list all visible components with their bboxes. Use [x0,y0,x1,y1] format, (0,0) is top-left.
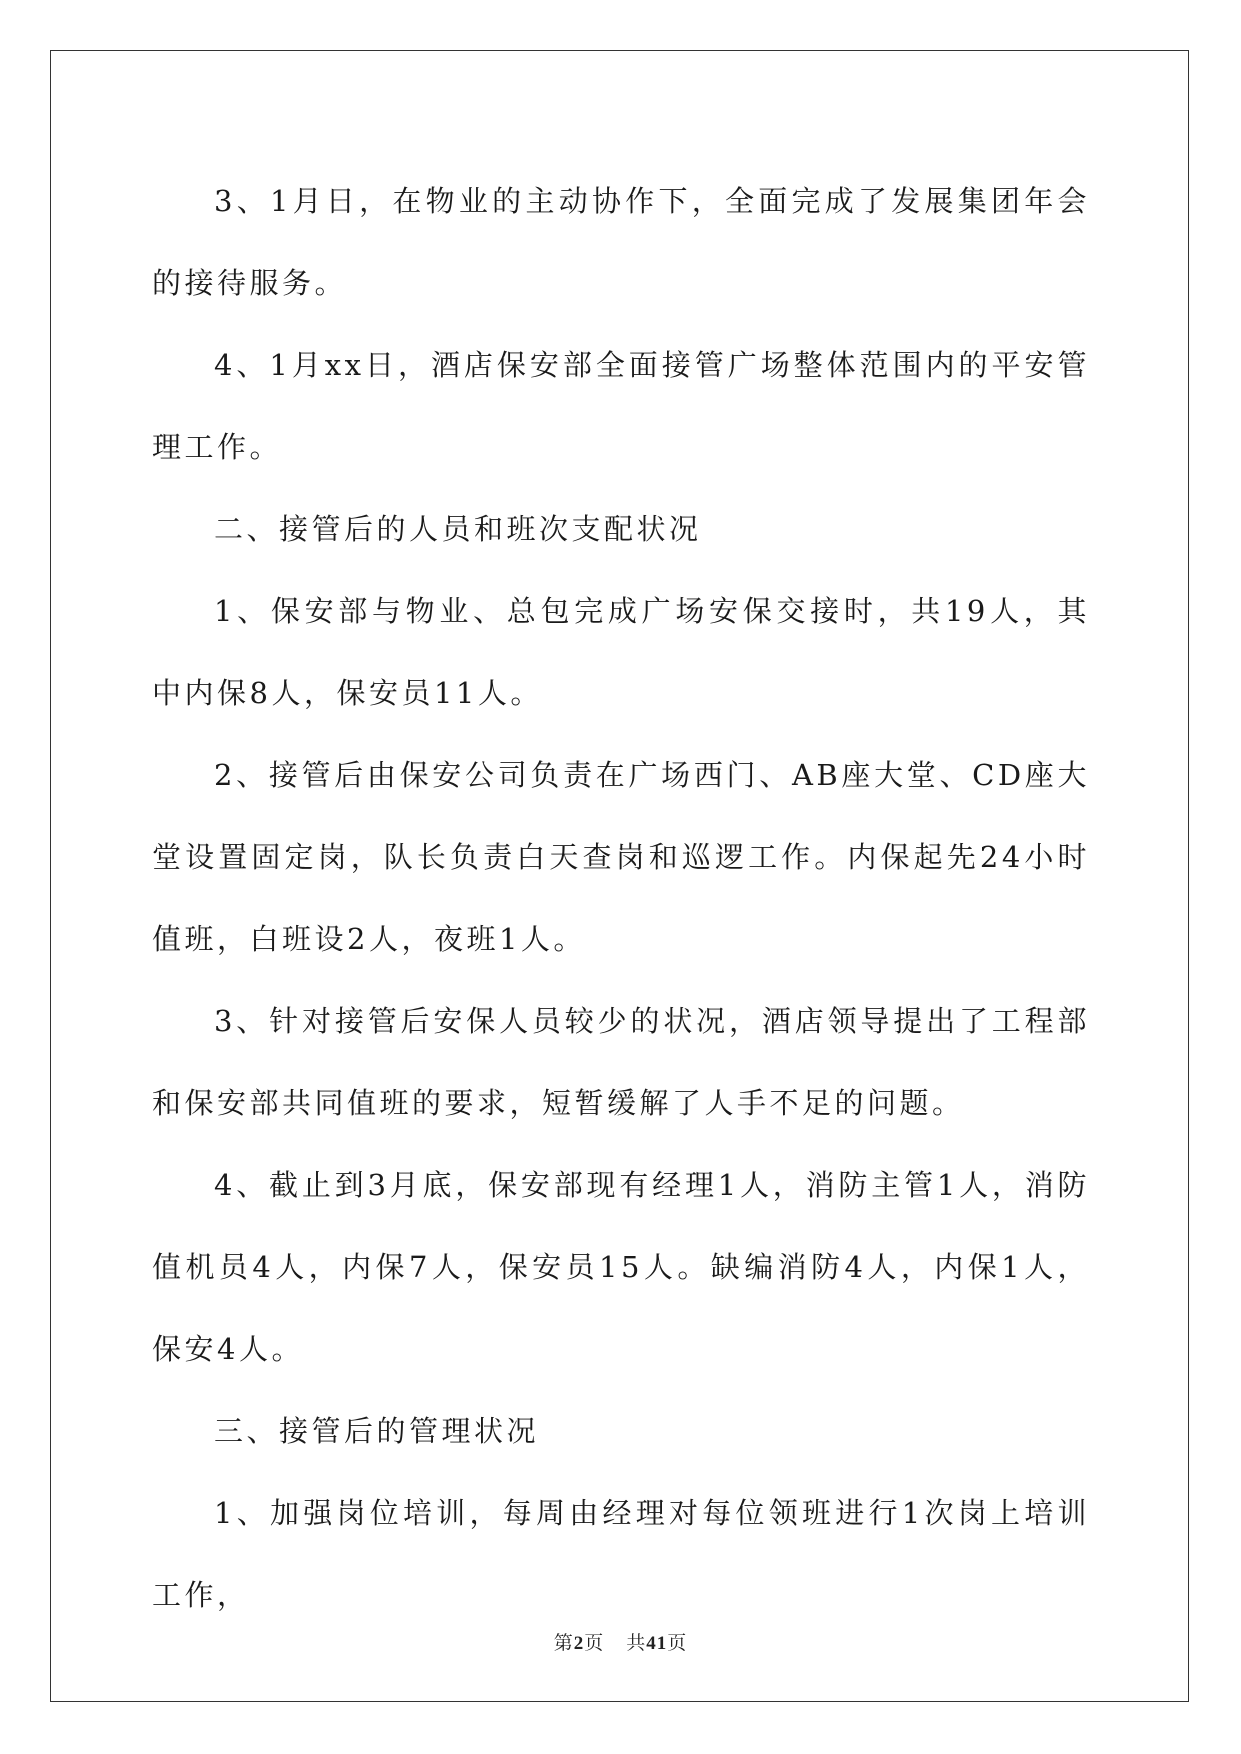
paragraph: 3、针对接管后安保人员较少的状况，酒店领导提出了工程部和保安部共同值班的要求，短暂缓解了人手不足的问题。 [152,1004,1090,1120]
section-heading: 二、接管后的人员和班次支配状况 [214,512,702,546]
paragraph: 1、保安部与物业、总包完成广场安保交接时，共19人，其中内保8人，保安员11人。 [152,594,1090,710]
paragraph: 4、1月xx日，酒店保安部全面接管广场整体范围内的平安管理工作。 [152,348,1090,464]
total-pages-prefix: 共 [626,1633,647,1654]
page-number-prefix: 第 [553,1633,574,1654]
document-body [152,160,1090,1636]
paragraph: 3、1月日，在物业的主动协作下，全面完成了发展集团年会的接待服务。 [152,184,1090,300]
page-number-suffix: 页 [584,1633,605,1654]
total-pages-number: 41 [646,1633,668,1654]
paragraph: 4、截止到3月底，保安部现有经理1人，消防主管1人，消防值机员4人，内保7人，保安员15人。缺编消防4人，内保1人，保安4人。 [152,1168,1090,1366]
current-page-number: 2 [573,1633,585,1654]
page-footer [0,1628,1241,1655]
paragraph: 1、加强岗位培训，每周由经理对每位领班进行1次岗上培训工作， [152,1496,1090,1612]
section-heading: 三、接管后的管理状况 [214,1414,540,1448]
total-pages-suffix: 页 [667,1633,688,1654]
paragraph: 2、接管后由保安公司负责在广场西门、AB座大堂、CD座大堂设置固定岗，队长负责白天查岗和巡逻工作。内保起先24小时值班，白班设2人，夜班1人。 [152,758,1090,956]
